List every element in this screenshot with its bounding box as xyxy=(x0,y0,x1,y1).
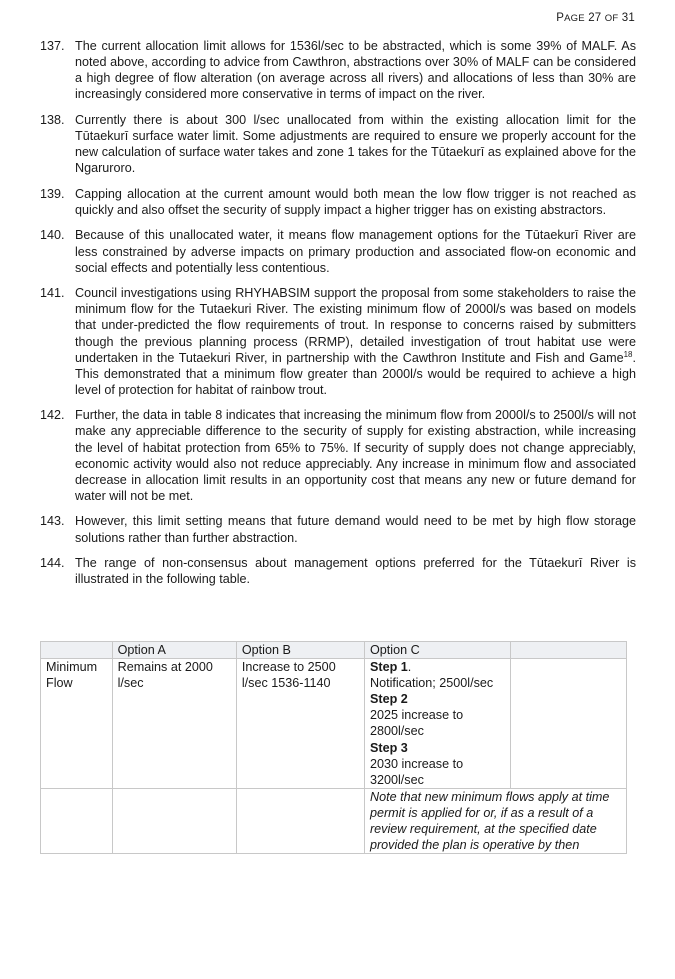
table-row-minimum-flow xyxy=(41,659,627,789)
empty-cell xyxy=(236,788,364,853)
note-text: Note that new minimum flows apply at time permit is applied for or, if as a result of a review requirement, at the specified date provided the plan is operative by then xyxy=(369,789,610,853)
paragraph-143 xyxy=(40,513,636,545)
paragraph-number: 143. xyxy=(40,514,65,529)
option-b-cell: Increase to 2500 l/sec 1536-1140 xyxy=(236,659,364,789)
header-option-a: Option A xyxy=(112,642,236,659)
table-header-row xyxy=(41,642,627,659)
step-2-text: 2025 increase to 2800l/sec xyxy=(369,708,464,739)
row-label: Minimum Flow xyxy=(41,659,113,789)
paragraph-text: However, this limit setting means that future demand would need to be met by high flow storage solutions rather than further abstraction. xyxy=(75,514,636,545)
paragraph-140 xyxy=(40,227,636,275)
step-2-label: Step 2 xyxy=(369,692,408,707)
paragraph-text: Because of this unallocated water, it means flow management options for the Tūtaekurī River are less constrained by adverse impacts on primary production and associated flow-on economic and social effects and potentially less contentious. xyxy=(75,228,636,275)
header-option-c: Option C xyxy=(364,642,510,659)
table-row-note xyxy=(41,788,627,853)
options-table xyxy=(40,641,627,854)
header-cell-empty xyxy=(510,642,626,659)
paragraph-137 xyxy=(40,38,636,102)
paragraph-text: Currently there is about 300 l/sec unallocated from within the existing allocation limit for the Tūtaekurī surface water limit. Some adjustments are required to ensure we properly account for the new calculation of surface water takes and zone 1 takes for the Tūtaekurī as explained above for the Ngaruroro. xyxy=(75,112,636,176)
empty-cell xyxy=(112,788,236,853)
paragraph-text: Further, the data in table 8 indicates that increasing the minimum flow from 2000l/s to 2500l/s will not make any appreciable difference to the security of supply for existing abstraction, while increasing the level of habitat protection from 65% to 75%. If security of supply does not change appreciably, economic activity would also not reduce appreciably. Any increase in minimum flow and associated decrease in allocation limit results in an opportunity cost that means any new or future demand for water will not be met. xyxy=(75,408,636,503)
header-option-b: Option B xyxy=(236,642,364,659)
paragraph-number: 144. xyxy=(40,556,65,571)
paragraph-number: 141. xyxy=(40,286,65,301)
document-body xyxy=(40,38,636,597)
step-3-text: 2030 increase to 3200l/sec xyxy=(369,756,464,787)
footnote-reference[interactable]: 18 xyxy=(623,349,633,359)
paragraph-text: Capping allocation at the current amount would both mean the low flow trigger is not reached as quickly and also offset the security of supply impact a higher trigger has on existing abstractors. xyxy=(75,186,636,217)
paragraph-number: 142. xyxy=(40,408,65,423)
paragraph-138 xyxy=(40,112,636,176)
paragraph-text: The current allocation limit allows for 1536l/sec to be abstracted, which is some 39% of MALF. As noted above, according to advice from Cawthron, abstractions over 30% of MALF can be considered a high degree of flow alteration (on average across all rivers) and allocations of less than 30% are increasingly considered more conservative in terms of impact on the river. xyxy=(75,39,636,102)
note-cell xyxy=(364,788,626,853)
step-1-label: Step 1 xyxy=(369,660,408,675)
paragraph-number: 139. xyxy=(40,186,65,201)
paragraph-text: The range of non-consensus about management options preferred for the Tūtaekurī River is illustrated in the following table. xyxy=(75,556,636,587)
paragraph-number: 137. xyxy=(40,39,65,53)
paragraph-144 xyxy=(40,555,636,587)
step-1-text: Notification; 2500l/sec xyxy=(369,676,494,691)
step-3-label: Step 3 xyxy=(369,740,408,755)
paragraph-141 xyxy=(40,285,636,398)
page-number: PAGE 27 OF 31 xyxy=(556,12,635,24)
paragraph-142 xyxy=(40,407,636,504)
option-a-cell: Remains at 2000 l/sec xyxy=(112,659,236,789)
paragraph-number: 140. xyxy=(40,228,65,243)
empty-cell xyxy=(510,659,626,789)
paragraph-number: 138. xyxy=(40,112,65,127)
empty-cell xyxy=(41,788,113,853)
option-c-cell: Step 1. Notification; 2500l/sec Step 2 2025 increase to 2800l/sec Step 3 2030 increase to 3200l/sec xyxy=(364,659,510,789)
paragraph-text: Council investigations using RHYHABSIM support the proposal from some stakeholders to raise the minimum flow for the Tutaekuri River. The existing minimum flow of 2000l/s was based on models that under-predicted the flow requirements of trout. In response to concerns raised by submitters though the previous planning process (RRMP), detailed investigation of trout habitat use were undertaken in the Tutaekuri River, in partnership with the Cawthron Institute and Fish and Game$^{18}$. This demonstrated that a minimum flow greater than 2000l/s would be required to achieve a high level of protection for habitat of rainbow trout. xyxy=(75,286,636,397)
header-cell-empty xyxy=(41,642,113,659)
paragraph-139 xyxy=(40,186,636,218)
